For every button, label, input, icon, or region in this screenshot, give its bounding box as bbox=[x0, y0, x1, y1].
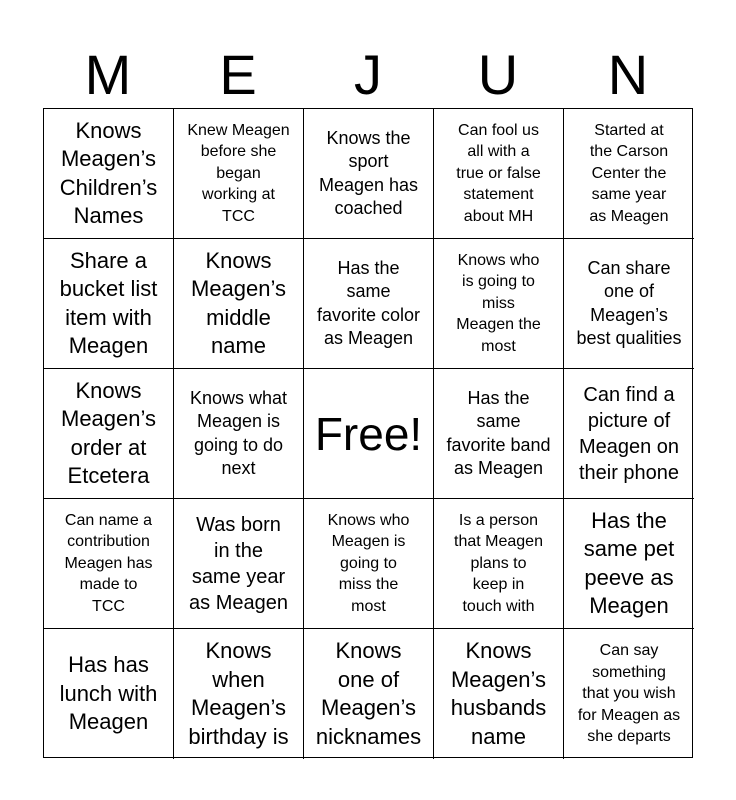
bingo-cell-r5c4[interactable] bbox=[434, 629, 564, 759]
bingo-cell-r1c2[interactable] bbox=[174, 109, 304, 239]
bingo-cell-text: Can share one of Meagen’s best qualities bbox=[576, 257, 682, 348]
bingo-cell-r1c5[interactable] bbox=[564, 109, 694, 239]
bingo-cell-r5c1[interactable] bbox=[44, 629, 174, 759]
bingo-cell-r3c1[interactable] bbox=[44, 369, 174, 499]
bingo-cell-text: Knows Meagen’s husbands name bbox=[450, 638, 547, 749]
bingo-cell-r4c4[interactable] bbox=[434, 499, 564, 629]
bingo-cell-r1c1[interactable] bbox=[44, 109, 174, 239]
header-letter-2: E bbox=[219, 43, 257, 106]
bingo-cell-text: Knows who is going to miss Meagen the most bbox=[456, 251, 541, 355]
bingo-cell-r3c5[interactable] bbox=[564, 369, 694, 499]
bingo-cell-r4c1[interactable] bbox=[44, 499, 174, 629]
header-letter-4: U bbox=[477, 43, 519, 106]
bingo-cell-r3c4[interactable] bbox=[434, 369, 564, 499]
bingo-cell-r2c4[interactable] bbox=[434, 239, 564, 369]
bingo-cell-text: Was born in the same year as Meagen bbox=[189, 513, 288, 614]
bingo-cell-r3c2[interactable] bbox=[174, 369, 304, 499]
bingo-cell-text: Has the same favorite color as Meagen bbox=[316, 257, 421, 348]
bingo-cell-text: Knows Meagen’s Children’s Names bbox=[59, 117, 158, 228]
bingo-cell-r4c5[interactable] bbox=[564, 499, 694, 629]
bingo-cell-r5c3[interactable] bbox=[304, 629, 434, 759]
bingo-cell-r4c3[interactable] bbox=[304, 499, 434, 629]
bingo-cell-r5c2[interactable] bbox=[174, 629, 304, 759]
bingo-cell-text: Can say something that you wish for Meagen as she departs bbox=[577, 642, 681, 746]
bingo-cell-text: Knows Meagen’s order at Etcetera bbox=[61, 377, 156, 488]
bingo-cell-text: Started at the Carson Center the same year as Meagen bbox=[589, 121, 669, 225]
bingo-cell-r2c5[interactable] bbox=[564, 239, 694, 369]
bingo-cell-r2c2[interactable] bbox=[174, 239, 304, 369]
bingo-grid bbox=[43, 108, 693, 758]
header-letter-3: J bbox=[354, 43, 382, 106]
free-space-cell[interactable] bbox=[304, 369, 434, 499]
bingo-cell-text: Share a bucket list item with Meagen bbox=[59, 247, 158, 358]
bingo-cell-r2c3[interactable] bbox=[304, 239, 434, 369]
header-letter-5: N bbox=[607, 43, 649, 106]
bingo-cell-text: Can name a contribution Meagen has made to TCC bbox=[64, 511, 153, 615]
bingo-cell-text: Knows Meagen’s middle name bbox=[191, 247, 286, 358]
bingo-header bbox=[43, 40, 693, 110]
bingo-cell-r2c1[interactable] bbox=[44, 239, 174, 369]
header-letter-1: M bbox=[84, 43, 132, 106]
bingo-cell-text: Knows when Meagen’s birthday is bbox=[188, 638, 289, 749]
bingo-cell-text: Knew Meagen before she began working at TCC bbox=[187, 121, 290, 225]
bingo-cell-text: Has the same pet peeve as Meagen bbox=[583, 507, 675, 618]
bingo-cell-text: Is a person that Meagen plans to keep in touch with bbox=[454, 511, 543, 615]
bingo-cell-text: Knows what Meagen is going to do next bbox=[189, 387, 288, 478]
bingo-cell-r5c5[interactable] bbox=[564, 629, 694, 759]
bingo-cell-text: Knows one of Meagen’s nicknames bbox=[315, 638, 422, 749]
bingo-cell-text: Knows the sport Meagen has coached bbox=[318, 127, 419, 218]
free-space-label: Free! bbox=[314, 407, 423, 460]
bingo-cell-r1c4[interactable] bbox=[434, 109, 564, 239]
bingo-cell-text: Has the same favorite band as Meagen bbox=[446, 387, 551, 478]
bingo-cell-text: Can find a picture of Meagen on their phone bbox=[578, 383, 680, 484]
bingo-cell-text: Can fool us all with a true or false statement about MH bbox=[456, 121, 541, 225]
bingo-cell-text: Has has lunch with Meagen bbox=[59, 652, 158, 735]
bingo-cell-r1c3[interactable] bbox=[304, 109, 434, 239]
bingo-cell-text: Knows who Meagen is going to miss the most bbox=[327, 511, 410, 615]
bingo-cell-r4c2[interactable] bbox=[174, 499, 304, 629]
